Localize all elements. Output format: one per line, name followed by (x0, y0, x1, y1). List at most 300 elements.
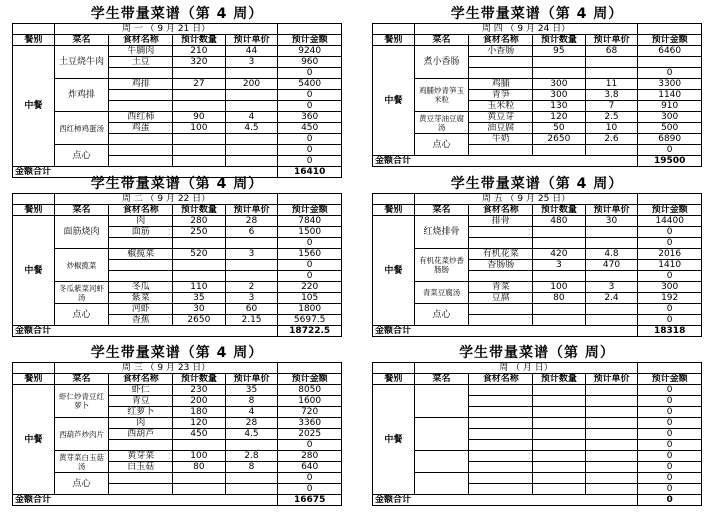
column-header: 餐别 (13, 205, 55, 216)
date-blank-cell (638, 363, 702, 374)
price-cell (585, 227, 638, 238)
ingredient-cell (109, 145, 173, 156)
quantity-cell (533, 385, 586, 396)
dish-cell: 黄芽菜白玉菇汤 (54, 451, 109, 473)
price-cell (585, 68, 638, 79)
dish-cell (414, 451, 469, 473)
price-cell (585, 462, 638, 473)
ingredient-cell: 肉 (109, 216, 173, 227)
total-value: 16410 (278, 167, 342, 178)
dish-cell: 虾仁炒青豆红萝卜 (54, 385, 109, 418)
quantity-cell: 420 (533, 249, 586, 260)
quantity-cell (533, 227, 586, 238)
ingredient-cell: 肉 (109, 418, 173, 429)
column-header: 预计单价 (585, 35, 638, 46)
dish-cell: 黄豆芽油豆腐汤 (414, 112, 469, 134)
quantity-cell: 480 (533, 216, 586, 227)
date-blank-cell (13, 24, 55, 35)
dish-cell: 面筋烧肉 (54, 216, 109, 249)
menu-title: 学生带量菜谱（第 4 周） (90, 6, 264, 22)
price-cell (585, 238, 638, 249)
table-row (373, 473, 702, 484)
date-blank-cell (278, 363, 342, 374)
amount-cell: 1410 (638, 260, 702, 271)
ingredient-cell (109, 101, 173, 112)
column-header: 食材名称 (469, 205, 533, 216)
quantity-cell (533, 145, 586, 156)
ingredient-cell (469, 68, 533, 79)
total-label: 金额合计 (373, 156, 638, 167)
amount-cell: 0 (638, 271, 702, 282)
ingredient-cell: 鸡脯 (469, 79, 533, 90)
ingredient-cell (109, 473, 173, 484)
amount-cell: 0 (638, 418, 702, 429)
ingredient-cell (109, 440, 173, 451)
total-label: 金额合计 (373, 495, 638, 506)
table-row (13, 418, 342, 429)
price-cell: 2.8 (225, 451, 278, 462)
ingredient-cell: 油豆腐 (469, 123, 533, 134)
column-header: 预计单价 (585, 205, 638, 216)
ingredient-cell: 玉米粒 (469, 101, 533, 112)
menu-title: 学生带量菜谱（第 4 周） (450, 6, 624, 22)
quantity-cell (173, 134, 226, 145)
ingredient-cell: 小香肠 (469, 46, 533, 57)
price-cell: 470 (585, 260, 638, 271)
quantity-cell: 50 (533, 123, 586, 134)
dish-cell: 炒椒揽菜 (54, 249, 109, 282)
quantity-cell: 230 (173, 385, 226, 396)
price-cell: 28 (225, 418, 278, 429)
quantity-cell: 130 (533, 101, 586, 112)
header-row (13, 35, 342, 46)
quantity-cell (533, 429, 586, 440)
date-blank-cell (373, 194, 415, 205)
quantity-cell: 3 (533, 260, 586, 271)
amount-cell: 2025 (278, 429, 342, 440)
amount-cell: 0 (278, 68, 342, 79)
amount-cell: 0 (638, 238, 702, 249)
table-row (373, 451, 702, 462)
amount-cell: 0 (638, 227, 702, 238)
amount-cell: 0 (278, 90, 342, 101)
price-cell: 2.5 (585, 112, 638, 123)
quantity-cell (173, 271, 226, 282)
quantity-cell (533, 396, 586, 407)
quantity-cell (173, 68, 226, 79)
price-cell: 68 (585, 46, 638, 57)
dish-cell: 点心 (414, 134, 469, 156)
column-header: 预计金额 (638, 205, 702, 216)
amount-cell: 910 (638, 101, 702, 112)
ingredient-cell (109, 90, 173, 101)
amount-cell: 0 (278, 484, 342, 495)
dish-cell (414, 473, 469, 495)
quantity-cell (533, 418, 586, 429)
column-header: 预计金额 (278, 374, 342, 385)
ingredient-cell (469, 304, 533, 315)
ingredient-cell (469, 271, 533, 282)
header-row (13, 205, 342, 216)
column-header: 预计数量 (533, 35, 586, 46)
ingredient-cell (469, 385, 533, 396)
header-row (373, 205, 702, 216)
meal-cell: 中餐 (373, 46, 415, 156)
ingredient-cell: 虾仁 (109, 385, 173, 396)
quantity-cell: 320 (173, 57, 226, 68)
column-header: 食材名称 (109, 374, 173, 385)
ingredient-cell (109, 484, 173, 495)
price-cell: 4.8 (585, 249, 638, 260)
price-cell: 3 (585, 282, 638, 293)
ingredient-cell (469, 473, 533, 484)
quantity-cell: 450 (173, 429, 226, 440)
menu-block (12, 176, 342, 337)
quantity-cell (533, 440, 586, 451)
price-cell: 10 (585, 123, 638, 134)
price-cell (585, 473, 638, 484)
total-row (373, 326, 702, 337)
price-cell (225, 271, 278, 282)
menu-table (372, 362, 702, 506)
total-row (373, 495, 702, 506)
menu-title: 学生带量菜谱（第 4 周） (450, 176, 624, 192)
table-row (373, 385, 702, 396)
amount-cell: 0 (638, 385, 702, 396)
quantity-cell: 250 (173, 227, 226, 238)
ingredient-cell (469, 484, 533, 495)
price-cell: 11 (585, 79, 638, 90)
quantity-cell (533, 271, 586, 282)
price-cell (585, 57, 638, 68)
quantity-cell: 120 (533, 112, 586, 123)
amount-cell: 500 (638, 123, 702, 134)
amount-cell: 0 (638, 451, 702, 462)
menu-table (372, 23, 702, 167)
ingredient-cell: 土豆 (109, 57, 173, 68)
quantity-cell: 27 (173, 79, 226, 90)
ingredient-cell: 冬瓜 (109, 282, 173, 293)
ingredient-cell: 牛腩肉 (109, 46, 173, 57)
amount-cell: 1600 (278, 396, 342, 407)
column-header: 餐别 (373, 35, 415, 46)
amount-cell: 220 (278, 282, 342, 293)
total-value: 16675 (278, 495, 342, 506)
amount-cell: 9240 (278, 46, 342, 57)
quantity-cell: 200 (173, 396, 226, 407)
amount-cell: 360 (278, 112, 342, 123)
total-label: 金额合计 (13, 495, 278, 506)
ingredient-cell: 青豆 (109, 396, 173, 407)
date-cell: 周 （ 月 日） (414, 363, 638, 374)
column-header: 预计数量 (173, 205, 226, 216)
quantity-cell (173, 440, 226, 451)
quantity-cell: 280 (173, 216, 226, 227)
price-cell (225, 134, 278, 145)
ingredient-cell (109, 156, 173, 167)
amount-cell (638, 57, 702, 68)
price-cell (585, 315, 638, 326)
menu-title: 学生带量菜谱（第 4 周） (90, 176, 264, 192)
date-row (13, 24, 342, 35)
menu-block (12, 345, 342, 506)
table-row (13, 46, 342, 57)
date-row (373, 363, 702, 374)
price-cell (585, 396, 638, 407)
quantity-cell: 100 (173, 123, 226, 134)
ingredient-cell (109, 260, 173, 271)
column-header: 菜名 (414, 35, 469, 46)
quantity-cell: 520 (173, 249, 226, 260)
amount-cell: 0 (278, 156, 342, 167)
amount-cell: 3360 (278, 418, 342, 429)
price-cell: 3 (225, 57, 278, 68)
column-header: 菜名 (414, 374, 469, 385)
date-cell: 周 三 （ 9 月 23 日） (54, 363, 278, 374)
amount-cell: 0 (638, 304, 702, 315)
column-header: 预计数量 (533, 205, 586, 216)
total-row (373, 156, 702, 167)
total-row (13, 326, 342, 337)
date-cell: 周 二 （ 9 月 22 日） (54, 194, 278, 205)
dish-cell: 鸡脯炒青笋玉米粒 (414, 79, 469, 112)
price-cell (585, 407, 638, 418)
price-cell: 7 (585, 101, 638, 112)
amount-cell: 6890 (638, 134, 702, 145)
quantity-cell (173, 473, 226, 484)
amount-cell: 0 (278, 134, 342, 145)
price-cell: 3 (225, 293, 278, 304)
column-header: 餐别 (13, 374, 55, 385)
quantity-cell: 35 (173, 293, 226, 304)
amount-cell: 0 (638, 473, 702, 484)
ingredient-cell (469, 451, 533, 462)
table-row (373, 304, 702, 315)
table-row (373, 79, 702, 90)
quantity-cell (533, 238, 586, 249)
quantity-cell: 180 (173, 407, 226, 418)
header-row (13, 374, 342, 385)
date-blank-cell (278, 24, 342, 35)
total-value: 0 (638, 495, 702, 506)
ingredient-cell: 红萝卜 (109, 407, 173, 418)
amount-cell: 0 (278, 260, 342, 271)
price-cell: 35 (225, 385, 278, 396)
dish-cell: 点心 (54, 473, 109, 495)
ingredient-cell (469, 57, 533, 68)
meal-cell: 中餐 (13, 216, 55, 326)
ingredient-cell (469, 227, 533, 238)
amount-cell: 5400 (278, 79, 342, 90)
table-row (373, 282, 702, 293)
quantity-cell (173, 484, 226, 495)
column-header: 餐别 (373, 205, 415, 216)
price-cell (225, 440, 278, 451)
table-row (373, 46, 702, 57)
amount-cell: 280 (278, 451, 342, 462)
amount-cell: 14400 (638, 216, 702, 227)
table-row (13, 145, 342, 156)
dish-cell: 煮小香肠 (414, 46, 469, 79)
amount-cell: 300 (638, 112, 702, 123)
date-row (13, 363, 342, 374)
quantity-cell: 95 (533, 46, 586, 57)
column-header: 预计单价 (225, 205, 278, 216)
header-row (373, 35, 702, 46)
price-cell: 4 (225, 407, 278, 418)
amount-cell: 0 (278, 101, 342, 112)
price-cell: 2 (225, 282, 278, 293)
amount-cell: 0 (638, 407, 702, 418)
column-header: 预计单价 (585, 374, 638, 385)
price-cell: 8 (225, 396, 278, 407)
quantity-cell: 300 (533, 79, 586, 90)
menu-table (12, 193, 342, 337)
dish-cell (414, 418, 469, 451)
total-row (13, 495, 342, 506)
dish-cell: 青菜豆腐汤 (414, 282, 469, 304)
column-header: 预计数量 (173, 35, 226, 46)
quantity-cell: 2650 (173, 315, 226, 326)
amount-cell: 720 (278, 407, 342, 418)
ingredient-cell (469, 315, 533, 326)
quantity-cell: 110 (173, 282, 226, 293)
quantity-cell: 210 (173, 46, 226, 57)
total-value: 18318 (638, 326, 702, 337)
amount-cell: 1500 (278, 227, 342, 238)
date-blank-cell (638, 194, 702, 205)
menu-table (372, 193, 702, 337)
price-cell: 2.4 (585, 293, 638, 304)
amount-cell: 105 (278, 293, 342, 304)
price-cell: 200 (225, 79, 278, 90)
quantity-cell: 300 (533, 90, 586, 101)
meal-cell: 中餐 (373, 216, 415, 326)
ingredient-cell (109, 238, 173, 249)
date-blank-cell (13, 194, 55, 205)
ingredient-cell: 有机花菜 (469, 249, 533, 260)
quantity-cell: 100 (533, 282, 586, 293)
column-header: 食材名称 (469, 35, 533, 46)
amount-cell: 450 (278, 123, 342, 134)
column-header: 菜名 (414, 205, 469, 216)
quantity-cell (173, 156, 226, 167)
quantity-cell: 80 (173, 462, 226, 473)
price-cell (225, 238, 278, 249)
dish-cell: 有机花菜炒香肠肠 (414, 249, 469, 282)
price-cell: 2.6 (585, 134, 638, 145)
dish-cell: 红烧排骨 (414, 216, 469, 249)
amount-cell: 0 (638, 315, 702, 326)
amount-cell: 6460 (638, 46, 702, 57)
amount-cell: 0 (278, 440, 342, 451)
ingredient-cell: 面筋 (109, 227, 173, 238)
price-cell (225, 101, 278, 112)
date-blank-cell (278, 194, 342, 205)
price-cell (585, 429, 638, 440)
amount-cell: 0 (278, 145, 342, 156)
amount-cell: 0 (278, 473, 342, 484)
price-cell (225, 68, 278, 79)
total-label: 金额合计 (13, 326, 278, 337)
menu-table (12, 362, 342, 506)
price-cell: 3 (225, 249, 278, 260)
total-label: 金额合计 (13, 167, 278, 178)
quantity-cell (533, 57, 586, 68)
amount-cell: 960 (278, 57, 342, 68)
table-row (13, 216, 342, 227)
ingredient-cell (469, 462, 533, 473)
amount-cell: 7840 (278, 216, 342, 227)
column-header: 预计数量 (173, 374, 226, 385)
dish-cell: 点心 (414, 304, 469, 326)
price-cell (585, 418, 638, 429)
menu-table (12, 23, 342, 178)
price-cell (585, 145, 638, 156)
price-cell: 44 (225, 46, 278, 57)
price-cell: 60 (225, 304, 278, 315)
ingredient-cell: 牛奶 (469, 134, 533, 145)
quantity-cell: 100 (173, 451, 226, 462)
price-cell (585, 451, 638, 462)
table-row (13, 304, 342, 315)
quantity-cell (533, 473, 586, 484)
menu-title: 学生带量菜谱（第 4 周） (90, 345, 264, 361)
amount-cell: 0 (278, 238, 342, 249)
price-cell: 4.5 (225, 123, 278, 134)
table-row (373, 216, 702, 227)
quantity-cell (173, 90, 226, 101)
column-header: 预计数量 (533, 374, 586, 385)
quantity-cell (533, 315, 586, 326)
table-row (373, 249, 702, 260)
price-cell (225, 473, 278, 484)
column-header: 预计单价 (225, 35, 278, 46)
quantity-cell: 120 (173, 418, 226, 429)
amount-cell: 300 (638, 282, 702, 293)
ingredient-cell (469, 440, 533, 451)
quantity-cell (533, 304, 586, 315)
ingredient-cell: 豆腐 (469, 293, 533, 304)
total-value: 18722.5 (278, 326, 342, 337)
table-row (373, 112, 702, 123)
amount-cell: 0 (638, 440, 702, 451)
price-cell (585, 385, 638, 396)
date-blank-cell (13, 363, 55, 374)
quantity-cell: 2650 (533, 134, 586, 145)
quantity-cell (173, 238, 226, 249)
column-header: 预计金额 (638, 374, 702, 385)
header-row (373, 374, 702, 385)
amount-cell: 1560 (278, 249, 342, 260)
date-blank-cell (373, 24, 415, 35)
date-row (373, 24, 702, 35)
menu-block (372, 176, 702, 337)
price-cell: 8 (225, 462, 278, 473)
quantity-cell (533, 407, 586, 418)
table-row (13, 473, 342, 484)
date-blank-cell (638, 24, 702, 35)
ingredient-cell (469, 145, 533, 156)
price-cell (585, 440, 638, 451)
column-header: 菜名 (54, 35, 109, 46)
ingredient-cell: 香蕉 (109, 315, 173, 326)
ingredient-cell (469, 407, 533, 418)
ingredient-cell: 黄豆芽 (469, 112, 533, 123)
amount-cell: 0 (638, 396, 702, 407)
amount-cell: 1800 (278, 304, 342, 315)
ingredient-cell (109, 134, 173, 145)
